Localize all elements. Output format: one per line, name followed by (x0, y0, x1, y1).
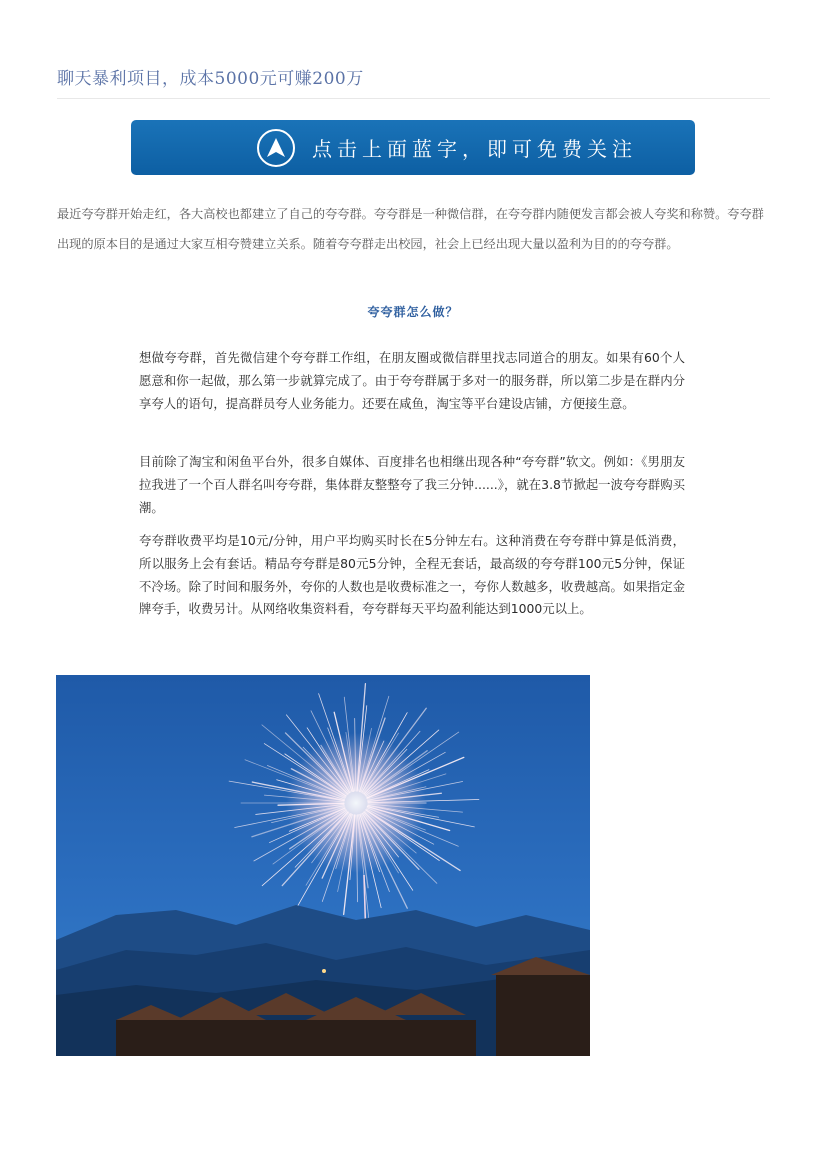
section-heading: 夸夸群怎么做？ (367, 305, 459, 319)
navigation-arrow-icon (257, 129, 295, 167)
fireworks-photo (56, 675, 590, 1056)
body-paragraph-1: 想做夸夸群，首先微信建个夸夸群工作组，在朋友圈或微信群里找志同道合的朋友。如果有60个人愿意和你一起做，那么第一步就算完成了。由于夸夸群属于多对一的服务群，所以第二步是在群内分享夸人的语句，提高群员夸人业务能力。还要在咸鱼，淘宝等平台建设店铺，方便接生意。 (139, 350, 685, 411)
intro-paragraph: 最近夸夸群开始走红，各大高校也都建立了自己的夸夸群。夸夸群是一种微信群，在夸夸群内随便发言都会被人夸奖和称赞。夸夸群出现的原本目的是通过大家互相夸赞建立关系。随着夸夸群走出校园，社会上已经出现大量以盈利为目的的夸夸群。 (57, 207, 764, 251)
body-paragraph-2: 目前除了淘宝和闲鱼平台外，很多自媒体、百度排名也相继出现各种“夸夸群”软文。例如：《男朋友拉我进了一个百人群名叫夸夸群，集体群友整整夸了我三分钟......》，就在3.8节掀起一波夸夸群购买潮。 (139, 454, 685, 515)
article-title: 聊天暴利项目，成本5000元可赚200万 (57, 69, 364, 89)
follow-banner-label: 点击上面蓝字，即可免费关注 (312, 137, 637, 161)
body-paragraph-3: 夸夸群收费平均是10元/分钟，用户平均购买时长在5分钟左右。这种消费在夸夸群中算是低消费，所以服务上会有套话。精品夸夸群是80元5分钟，全程无套话，最高级的夸夸群100元5分钟，保证不冷场。除了时间和服务外，夸你的人数也是收费标准之一，夸你人数越多，收费越高。如果指定金牌夸手，收费另计。从网络收集资料看，夸夸群每天平均盈利能达到1000元以上。 (139, 533, 685, 617)
follow-banner[interactable] (131, 120, 695, 175)
title-divider (57, 98, 770, 99)
